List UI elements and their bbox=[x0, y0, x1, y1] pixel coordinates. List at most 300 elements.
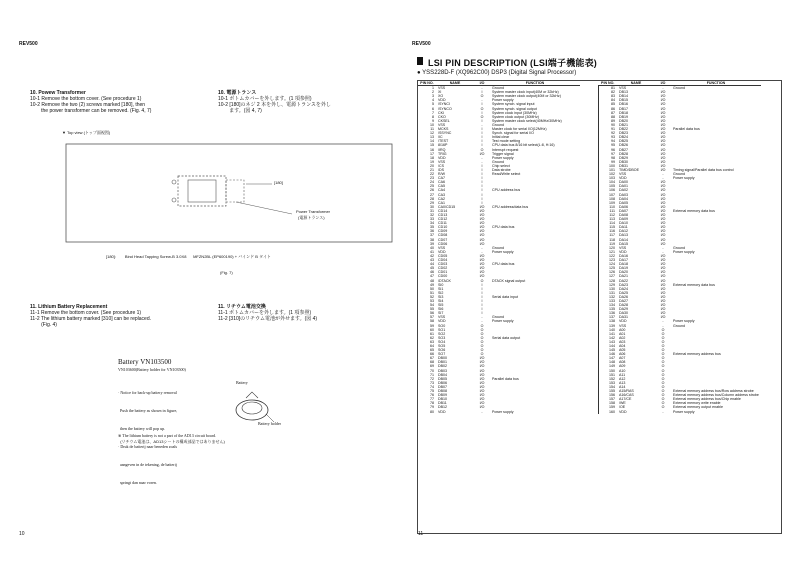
pin-number: 22 bbox=[430, 172, 434, 177]
pin-name: DA11 bbox=[619, 225, 628, 230]
section-11-step: 11-1 Remove the bottom cover. (See procedure 1) bbox=[30, 310, 142, 316]
pin-name: DB07 bbox=[438, 384, 447, 389]
pin-number: 67 bbox=[430, 356, 434, 361]
pin-number: 62 bbox=[430, 335, 434, 340]
pin-name: DB15 bbox=[619, 98, 628, 103]
section-10-jp-step: ます。(図 4, 7) bbox=[218, 108, 262, 114]
battery-warning-jp: (リチウム電池は、AD13シートの構成部品ではありません) bbox=[118, 439, 225, 444]
pin-number: 103 bbox=[599, 176, 618, 180]
pin-number: 36 bbox=[430, 229, 434, 234]
pin-io: - bbox=[662, 245, 664, 250]
pin-io: O bbox=[661, 368, 665, 373]
pin-function: Timing signal/Parallel data bus control bbox=[673, 167, 734, 172]
battery-note: aangeven in de tekening, de batterij bbox=[118, 462, 177, 467]
pin-name: DB03 bbox=[438, 368, 447, 373]
pin-io: I/O bbox=[479, 372, 485, 377]
pin-number: 32 bbox=[430, 213, 434, 217]
pin-io: I bbox=[481, 167, 483, 172]
pin-io: I/O bbox=[479, 397, 485, 402]
pin-io: O bbox=[661, 372, 665, 377]
pin-number: 26 bbox=[430, 188, 434, 193]
pin-name: SI5 bbox=[438, 303, 444, 308]
pin-name: CD09 bbox=[438, 229, 448, 234]
pin-name: VDD bbox=[619, 409, 627, 414]
pin-name: DB22 bbox=[619, 127, 628, 132]
pin-function: Parallel data bus bbox=[492, 376, 519, 381]
pin-row bbox=[599, 410, 762, 414]
battery-title: Battery VN103500 bbox=[118, 358, 172, 366]
pin-name: A02 bbox=[619, 335, 626, 340]
pin-name: DB25 bbox=[619, 139, 628, 144]
pin-name: DA07 bbox=[619, 208, 628, 213]
pin-number: 11 bbox=[430, 127, 434, 132]
pin-function: CPU data bus bbox=[492, 225, 515, 230]
pin-number: 80 bbox=[430, 409, 434, 414]
pin-name: DB13 bbox=[619, 90, 628, 95]
pin-number: 59 bbox=[430, 323, 434, 328]
pin-io: I/O bbox=[660, 217, 666, 222]
pin-io: I/O bbox=[479, 208, 485, 213]
pin-io: I/O bbox=[479, 270, 485, 275]
pin-io: I bbox=[481, 184, 483, 189]
pin-io: I/O bbox=[660, 221, 666, 226]
pin-io: O bbox=[480, 114, 484, 119]
pin-name: VSS bbox=[438, 245, 446, 250]
pin-function: System synch. signal output bbox=[492, 106, 537, 111]
pin-name: SO0 bbox=[438, 323, 446, 328]
pin-function: Power supply bbox=[673, 249, 695, 254]
pin-function: External memory write enable bbox=[673, 401, 721, 406]
pin-number: 84 bbox=[599, 98, 618, 102]
pin-function: Synch. signal for serial I/O bbox=[492, 131, 534, 136]
pin-name: DA29 bbox=[619, 307, 628, 312]
section-10-jp-title: 10. 電源トランス bbox=[218, 90, 257, 96]
pin-io: O bbox=[661, 352, 665, 357]
pin-io: I bbox=[481, 139, 483, 144]
pin-name: DA22 bbox=[619, 278, 628, 283]
pin-number: 137 bbox=[599, 315, 618, 319]
pin-number: 101 bbox=[599, 168, 618, 172]
pin-function: System synch. signal input bbox=[492, 102, 535, 107]
pin-number: 139 bbox=[599, 324, 618, 328]
pin-number: 20 bbox=[430, 163, 434, 168]
pin-name: CD13 bbox=[438, 213, 448, 217]
pin-name: DA12 bbox=[619, 229, 628, 234]
callout-power-transformer: Power Transformer bbox=[296, 209, 331, 214]
pin-number: 70 bbox=[430, 368, 434, 373]
pin-name: DA26 bbox=[619, 294, 628, 299]
pin-number: 39 bbox=[430, 241, 434, 246]
pin-name: A09 bbox=[619, 364, 626, 369]
pin-io: O bbox=[661, 393, 665, 398]
pin-function: CPU data bus 8/16 bit select(L:8, H:16) bbox=[492, 143, 555, 148]
pin-io: I/O bbox=[479, 405, 485, 410]
pin-io: I bbox=[481, 118, 483, 123]
pin-number: 108 bbox=[599, 197, 618, 201]
pin-name: /CS bbox=[438, 163, 444, 168]
pin-number: 7 bbox=[432, 110, 434, 115]
pin-io: I/O bbox=[479, 364, 485, 369]
pin-name: DA16 bbox=[619, 253, 628, 258]
pin-number: 42 bbox=[430, 253, 434, 258]
pin-io: - bbox=[662, 86, 664, 91]
pin-io: I/O bbox=[479, 225, 485, 230]
pin-io: I/O bbox=[479, 229, 485, 234]
pin-name: R/W bbox=[438, 172, 445, 177]
section-11-step: (Fig. 4) bbox=[30, 322, 57, 328]
pin-number: 81 bbox=[599, 86, 618, 91]
pin-number: 90 bbox=[599, 123, 618, 127]
pin-name: SO3 bbox=[438, 335, 446, 340]
pin-name: DA20 bbox=[619, 270, 628, 275]
pin-number: 24 bbox=[430, 180, 434, 185]
pin-number: 41 bbox=[430, 249, 434, 254]
pin-io: I/O bbox=[660, 192, 666, 197]
pin-number: 145 bbox=[599, 348, 618, 352]
pin-number: 77 bbox=[430, 397, 434, 402]
pin-name: DB31 bbox=[619, 163, 628, 168]
pin-io: I/O bbox=[660, 307, 666, 312]
pin-name: VDD bbox=[619, 319, 627, 324]
pin-number: 89 bbox=[599, 119, 618, 123]
pin-name: DB28 bbox=[619, 151, 628, 156]
pin-number: 79 bbox=[430, 405, 434, 410]
pin-function: External memory address bus bbox=[673, 352, 721, 357]
pin-number: 110 bbox=[599, 205, 618, 209]
pin-io: I/O bbox=[660, 94, 666, 99]
pin-name: CD08 bbox=[438, 233, 448, 238]
pin-number: 105 bbox=[599, 184, 618, 188]
pin-name: VSS bbox=[619, 172, 627, 177]
pin-name: DB10 bbox=[438, 397, 447, 402]
pin-name: CA3 bbox=[438, 192, 445, 197]
pin-number: 140 bbox=[599, 328, 618, 332]
pin-name: CKO bbox=[438, 114, 446, 119]
pin-function: Ground bbox=[492, 159, 504, 164]
pin-number: 148 bbox=[599, 360, 618, 364]
pin-name: DA00 bbox=[619, 180, 628, 185]
pin-number: 53 bbox=[430, 298, 434, 303]
pin-number: 31 bbox=[430, 208, 434, 213]
pin-name: 8/16P bbox=[438, 143, 448, 148]
pin-name: /SSYNC bbox=[438, 131, 452, 136]
pin-io: I/O bbox=[660, 298, 666, 303]
pin-function: DTACK signal output bbox=[492, 278, 526, 283]
pin-io: I/O bbox=[479, 393, 485, 398]
pin-io: - bbox=[662, 176, 664, 181]
pin-io: O bbox=[480, 344, 484, 348]
figure-7-caption: (Fig. 7) bbox=[220, 270, 233, 275]
pin-io: I/O bbox=[660, 282, 666, 287]
pin-number: 3 bbox=[432, 94, 434, 99]
pin-io: I/O bbox=[660, 266, 666, 271]
pin-io: O bbox=[661, 331, 665, 336]
pin-number: 120 bbox=[599, 246, 618, 250]
pin-name: /DS bbox=[438, 167, 444, 172]
pin-name: DA25 bbox=[619, 290, 628, 295]
pin-function: Test mode setting bbox=[492, 139, 521, 144]
pin-number: 33 bbox=[430, 217, 434, 222]
pin-io: I/O bbox=[660, 208, 666, 213]
pin-io: I/O bbox=[479, 389, 485, 394]
pin-function: Power supply bbox=[673, 409, 695, 414]
pin-name: DB19 bbox=[619, 114, 628, 119]
pin-number: 114 bbox=[599, 221, 618, 225]
pin-function: Ground bbox=[492, 245, 504, 250]
pin-number: 10 bbox=[430, 122, 434, 127]
pin-number: 56 bbox=[430, 311, 434, 316]
pin-number: 125 bbox=[599, 266, 618, 270]
pin-number: 88 bbox=[599, 115, 618, 119]
pin-name: A08 bbox=[619, 360, 626, 365]
pin-name: SI3 bbox=[438, 294, 444, 299]
pin-number: 16 bbox=[430, 147, 434, 152]
pin-name: DA19 bbox=[619, 266, 628, 271]
pin-name: VSS bbox=[438, 159, 446, 164]
pin-number: 131 bbox=[599, 291, 618, 295]
pin-io: I/O bbox=[660, 127, 666, 132]
pin-io: I/O bbox=[479, 356, 485, 361]
pin-function: External memory address bus/Column address strobe bbox=[673, 393, 759, 398]
pin-function: System clock input (30MHz) bbox=[492, 110, 537, 115]
pin-name: DA18 bbox=[619, 262, 628, 267]
pin-name: DB24 bbox=[619, 135, 628, 140]
pin-name: /SYNCO bbox=[438, 106, 452, 111]
pin-number: 100 bbox=[599, 164, 618, 168]
pin-name: DA24 bbox=[619, 286, 628, 291]
pin-io: O bbox=[661, 389, 665, 394]
pin-io: O bbox=[480, 348, 484, 353]
pin-number: 102 bbox=[599, 172, 618, 176]
pin-number: 73 bbox=[430, 380, 434, 385]
pin-io: O bbox=[480, 94, 484, 99]
col-function: FUNCTION bbox=[490, 81, 580, 86]
pin-name: DA27 bbox=[619, 298, 628, 303]
pin-name: VSS bbox=[619, 245, 627, 250]
pin-number: 14 bbox=[430, 139, 434, 144]
pin-number: 98 bbox=[599, 156, 618, 160]
pin-number: 143 bbox=[599, 340, 618, 344]
pin-io: I/O bbox=[660, 303, 666, 308]
pin-io: I/O bbox=[660, 163, 666, 168]
pin-name: DA23 bbox=[619, 282, 628, 287]
header-left: REV500 bbox=[19, 41, 38, 47]
pin-io: I/O bbox=[660, 159, 666, 164]
pin-name: VSS bbox=[619, 323, 627, 328]
pin-io: O bbox=[480, 327, 484, 332]
pin-io: I bbox=[481, 282, 483, 287]
pin-io: O bbox=[480, 352, 484, 357]
pin-number: 74 bbox=[430, 384, 434, 389]
pin-number: 47 bbox=[430, 274, 434, 279]
screw-note: [180]: Bind Head Tapping Screw-B 3.0X8 MFZN2BL (EP600190) + バインド B タイト bbox=[106, 254, 271, 259]
pin-io: I bbox=[481, 294, 483, 299]
pin-io: - bbox=[481, 319, 483, 324]
pin-io: I bbox=[481, 188, 483, 193]
pin-io: I/O bbox=[479, 274, 485, 279]
col-io: I/O bbox=[474, 81, 490, 86]
pin-number: 6 bbox=[432, 106, 434, 111]
pin-io: I bbox=[481, 127, 483, 132]
pin-number: 128 bbox=[599, 279, 618, 283]
pin-name: SI4 bbox=[438, 298, 444, 303]
section-10-step: 10-1 Remove the bottom cover. (See procedure 1) bbox=[30, 96, 142, 102]
pin-function: Ground bbox=[673, 245, 685, 250]
pin-io: - bbox=[481, 315, 483, 320]
pin-number: 5 bbox=[432, 102, 434, 107]
pin-name: VSS bbox=[619, 86, 627, 91]
pin-function: CPU data bus bbox=[492, 262, 515, 267]
pin-name: A11 bbox=[619, 372, 626, 377]
pin-name: SO5 bbox=[438, 344, 446, 348]
pin-io: I/O bbox=[660, 110, 666, 115]
pin-number: 127 bbox=[599, 274, 618, 278]
pin-io: I/O bbox=[660, 167, 666, 172]
pin-io: - bbox=[481, 249, 483, 254]
pin-name: A03 bbox=[619, 339, 626, 344]
pin-io: I/O bbox=[660, 274, 666, 279]
pin-number: 40 bbox=[430, 245, 434, 250]
pin-number: 58 bbox=[430, 319, 434, 324]
pin-name: CA1 bbox=[438, 200, 445, 205]
pin-number: 92 bbox=[599, 131, 618, 135]
pin-name: DB05 bbox=[438, 376, 447, 381]
pin-io: I/O bbox=[660, 102, 666, 107]
pin-number: 43 bbox=[430, 258, 434, 263]
pin-io: I/O bbox=[660, 147, 666, 152]
pin-name: SO1 bbox=[438, 327, 446, 332]
pin-name: DB04 bbox=[438, 372, 447, 377]
pin-number: 35 bbox=[430, 225, 434, 230]
pin-name: CD01 bbox=[438, 270, 448, 275]
pin-io: I/O bbox=[479, 376, 485, 381]
pin-number: 132 bbox=[599, 295, 618, 299]
pin-number: 38 bbox=[430, 237, 434, 242]
pin-name: A04 bbox=[619, 344, 626, 348]
pin-function: CPU address/data bus bbox=[492, 204, 529, 209]
pin-io: I/O bbox=[479, 368, 485, 373]
pin-io: I/O bbox=[479, 253, 485, 258]
pin-function: CPU address bus bbox=[492, 188, 521, 193]
battery-note: then the battery will pop up. bbox=[118, 426, 166, 431]
pin-io: I/O bbox=[660, 270, 666, 275]
pin-io: I/O bbox=[479, 384, 485, 389]
pin-number: 134 bbox=[599, 303, 618, 307]
pin-name: SO4 bbox=[438, 339, 446, 344]
pin-io: I/O bbox=[660, 151, 666, 156]
pin-name: DA17 bbox=[619, 258, 628, 263]
pin-io: I/O bbox=[660, 204, 666, 209]
pin-number: 76 bbox=[430, 393, 434, 398]
pin-number: 129 bbox=[599, 283, 618, 287]
pin-name: XI bbox=[438, 90, 442, 95]
pin-table-right bbox=[598, 81, 761, 414]
pin-name: DB12 bbox=[438, 405, 447, 410]
pin-io: I/O bbox=[479, 401, 485, 406]
pin-name: CD06 bbox=[438, 241, 448, 246]
pin-name: DB14 bbox=[619, 94, 628, 99]
pin-io: O bbox=[661, 405, 665, 410]
battery-subtitle: VN103600(Battery holder for VN103500) bbox=[118, 367, 186, 372]
pin-name: /TEST bbox=[438, 139, 449, 144]
pin-number: 113 bbox=[599, 217, 618, 221]
pin-name: DA04 bbox=[619, 196, 628, 201]
pin-name: XO bbox=[438, 94, 444, 99]
pin-name: /WE bbox=[619, 401, 626, 406]
pin-number: 48 bbox=[430, 278, 434, 283]
pin-function: Power supply bbox=[492, 409, 514, 414]
pin-number: 34 bbox=[430, 221, 434, 226]
pin-name: DB20 bbox=[619, 118, 628, 123]
pin-name: A15/RAS bbox=[619, 389, 634, 394]
pin-io: I/O bbox=[660, 131, 666, 136]
pin-io: I/O bbox=[660, 180, 666, 185]
pin-number: 106 bbox=[599, 188, 618, 192]
pin-name: DB02 bbox=[438, 364, 447, 369]
pin-io: O bbox=[480, 339, 484, 344]
pin-io: I/O bbox=[660, 229, 666, 234]
pin-number: 160 bbox=[599, 410, 618, 414]
pin-name: CA2 bbox=[438, 196, 445, 201]
pin-io: O bbox=[480, 106, 484, 111]
pin-function: External memory address bus/Chip enable bbox=[673, 397, 741, 402]
pin-function: System master clock select(40MHz/30MHz) bbox=[492, 118, 562, 123]
pin-number: 159 bbox=[599, 405, 618, 409]
pin-number: 28 bbox=[430, 196, 434, 201]
pin-name: DB18 bbox=[619, 110, 628, 115]
pin-row bbox=[418, 410, 580, 414]
pin-name: DA02 bbox=[619, 188, 628, 193]
pin-io: I/O bbox=[660, 241, 666, 246]
pin-number: 155 bbox=[599, 389, 618, 393]
pin-io: I bbox=[481, 176, 483, 181]
pin-name: DB21 bbox=[619, 122, 628, 127]
col-function: FUNCTION bbox=[671, 81, 761, 86]
pin-number: 147 bbox=[599, 356, 618, 360]
pin-function: Chip select bbox=[492, 163, 510, 168]
pin-number: 146 bbox=[599, 352, 618, 356]
pin-number: 64 bbox=[430, 344, 434, 348]
pin-number: 156 bbox=[599, 393, 618, 397]
pin-number: 75 bbox=[430, 389, 434, 394]
pin-number: 17 bbox=[430, 151, 434, 156]
pin-number: 150 bbox=[599, 369, 618, 373]
page-number-left: 10 bbox=[19, 531, 25, 537]
pin-io: - bbox=[662, 409, 664, 414]
pin-number: 142 bbox=[599, 336, 618, 340]
pin-io: I/O bbox=[660, 114, 666, 119]
pin-io: I bbox=[481, 180, 483, 185]
pin-function: Master clock for serial I/O(12MHz) bbox=[492, 127, 547, 132]
pin-function: Power supply bbox=[492, 98, 514, 103]
pin-name: DB06 bbox=[438, 380, 447, 385]
pin-number: 29 bbox=[430, 200, 434, 205]
pin-io: I/O bbox=[479, 237, 485, 242]
pin-number: 97 bbox=[599, 152, 618, 156]
pin-io: I bbox=[481, 196, 483, 201]
pin-io: I bbox=[481, 298, 483, 303]
pin-name: TIMD/DBOE bbox=[619, 167, 639, 172]
pin-name: DA14 bbox=[619, 237, 628, 242]
pin-io: I bbox=[481, 172, 483, 177]
pin-name: /IRQ bbox=[438, 147, 446, 152]
pin-number: 119 bbox=[599, 242, 618, 246]
pin-name: A17/CE bbox=[619, 397, 632, 402]
pin-name: A05 bbox=[619, 348, 626, 353]
pin-name: DA13 bbox=[619, 233, 628, 238]
pin-function: Power supply bbox=[673, 176, 695, 181]
pin-number: 133 bbox=[599, 299, 618, 303]
